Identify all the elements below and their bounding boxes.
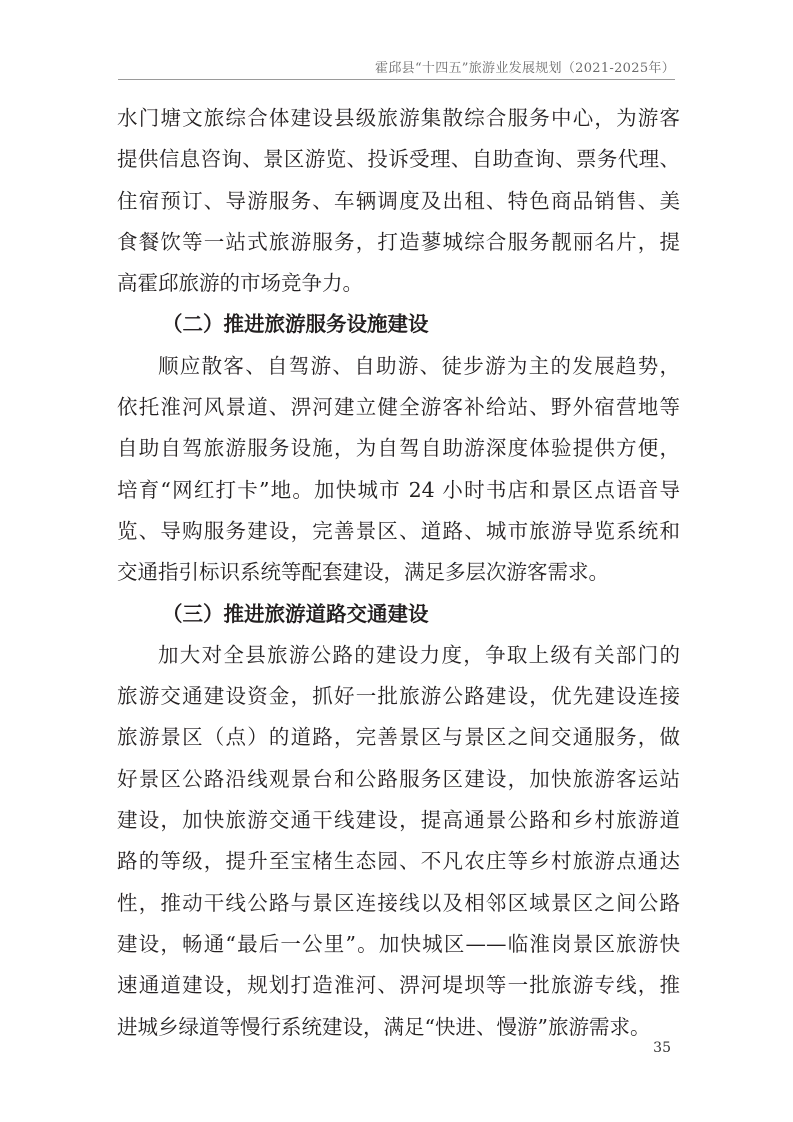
paragraph-2-line: 交通指引标识系统等配套建设，满足多层次游客需求。 bbox=[117, 560, 609, 585]
section-heading-2: （二）推进旅游服务设施建设 bbox=[162, 312, 429, 337]
paragraph-1-line: 水门塘文旅综合体建设县级旅游集散综合服务中心，为游客 bbox=[117, 106, 680, 130]
paragraph-3-line: 好景区公路沿线观景台和公路服务区建设，加快旅游客运站 bbox=[117, 766, 680, 791]
paragraph-2-line: 依托淮河风景道、淠河建立健全游客补给站、野外宿营地等 bbox=[117, 395, 680, 420]
paragraph-3-line: 旅游交通建设资金，抓好一批旅游公路建设，优先建设连接 bbox=[117, 684, 680, 709]
paragraph-3-line: 建设，畅通“最后一公里”。加快城区——临淮岗景区旅游快 bbox=[117, 931, 680, 956]
paragraph-1-line: 住宿预订、导游服务、车辆调度及出租、特色商品销售、美 bbox=[117, 188, 680, 213]
paragraph-1-line: 高霍邱旅游的市场竞争力。 bbox=[117, 271, 363, 296]
running-header bbox=[118, 55, 675, 80]
paragraph-3-line: 性，推动干线公路与景区连接线以及相邻区域景区之间公路 bbox=[117, 890, 680, 915]
paragraph-3-line: 路的等级，提升至宝楮生态园、不凡农庄等乡村旅游点通达 bbox=[117, 849, 680, 874]
paragraph-3-line: 速通道建设，规划打造淮河、淠河堤坝等一批旅游专线，推 bbox=[117, 973, 680, 998]
paragraph-2-line: 培育“网红打卡”地。加快城市 24 小时书店和景区点语音导 bbox=[117, 477, 680, 502]
document-body bbox=[117, 98, 680, 1048]
page-number: 35 bbox=[653, 1040, 671, 1056]
section-heading-3: （三）推进旅游道路交通建设 bbox=[162, 601, 429, 626]
paragraph-2-line: 览、导购服务建设，完善景区、道路、城市旅游导览系统和 bbox=[117, 518, 680, 543]
running-title: 霍邱县“十四五”旅游业发展规划（2021-2025年） bbox=[375, 61, 675, 76]
paragraph-3-line: 建设，加快旅游交通干线建设，提高通景公路和乡村旅游道 bbox=[117, 808, 680, 833]
paragraph-3-line: 进城乡绿道等慢行系统建设，满足“快进、慢游”旅游需求。 bbox=[117, 1014, 651, 1039]
paragraph-3-line: 加大对全县旅游公路的建设力度，争取上级有关部门的 bbox=[158, 642, 680, 667]
paragraph-2-line: 自助自驾旅游服务设施，为自驾自助游深度体验提供方便， bbox=[117, 436, 680, 461]
paragraph-2-line: 顺应散客、自驾游、自助游、徒步游为主的发展趋势， bbox=[158, 353, 680, 378]
paragraph-1-line: 食餐饮等一站式旅游服务，打造蓼城综合服务靓丽名片，提 bbox=[117, 229, 680, 254]
paragraph-1-line: 提供信息咨询、景区游览、投诉受理、自助查询、票务代理、 bbox=[117, 147, 680, 172]
paragraph-3-line: 旅游景区（点）的道路，完善景区与景区之间交通服务，做 bbox=[117, 725, 680, 750]
